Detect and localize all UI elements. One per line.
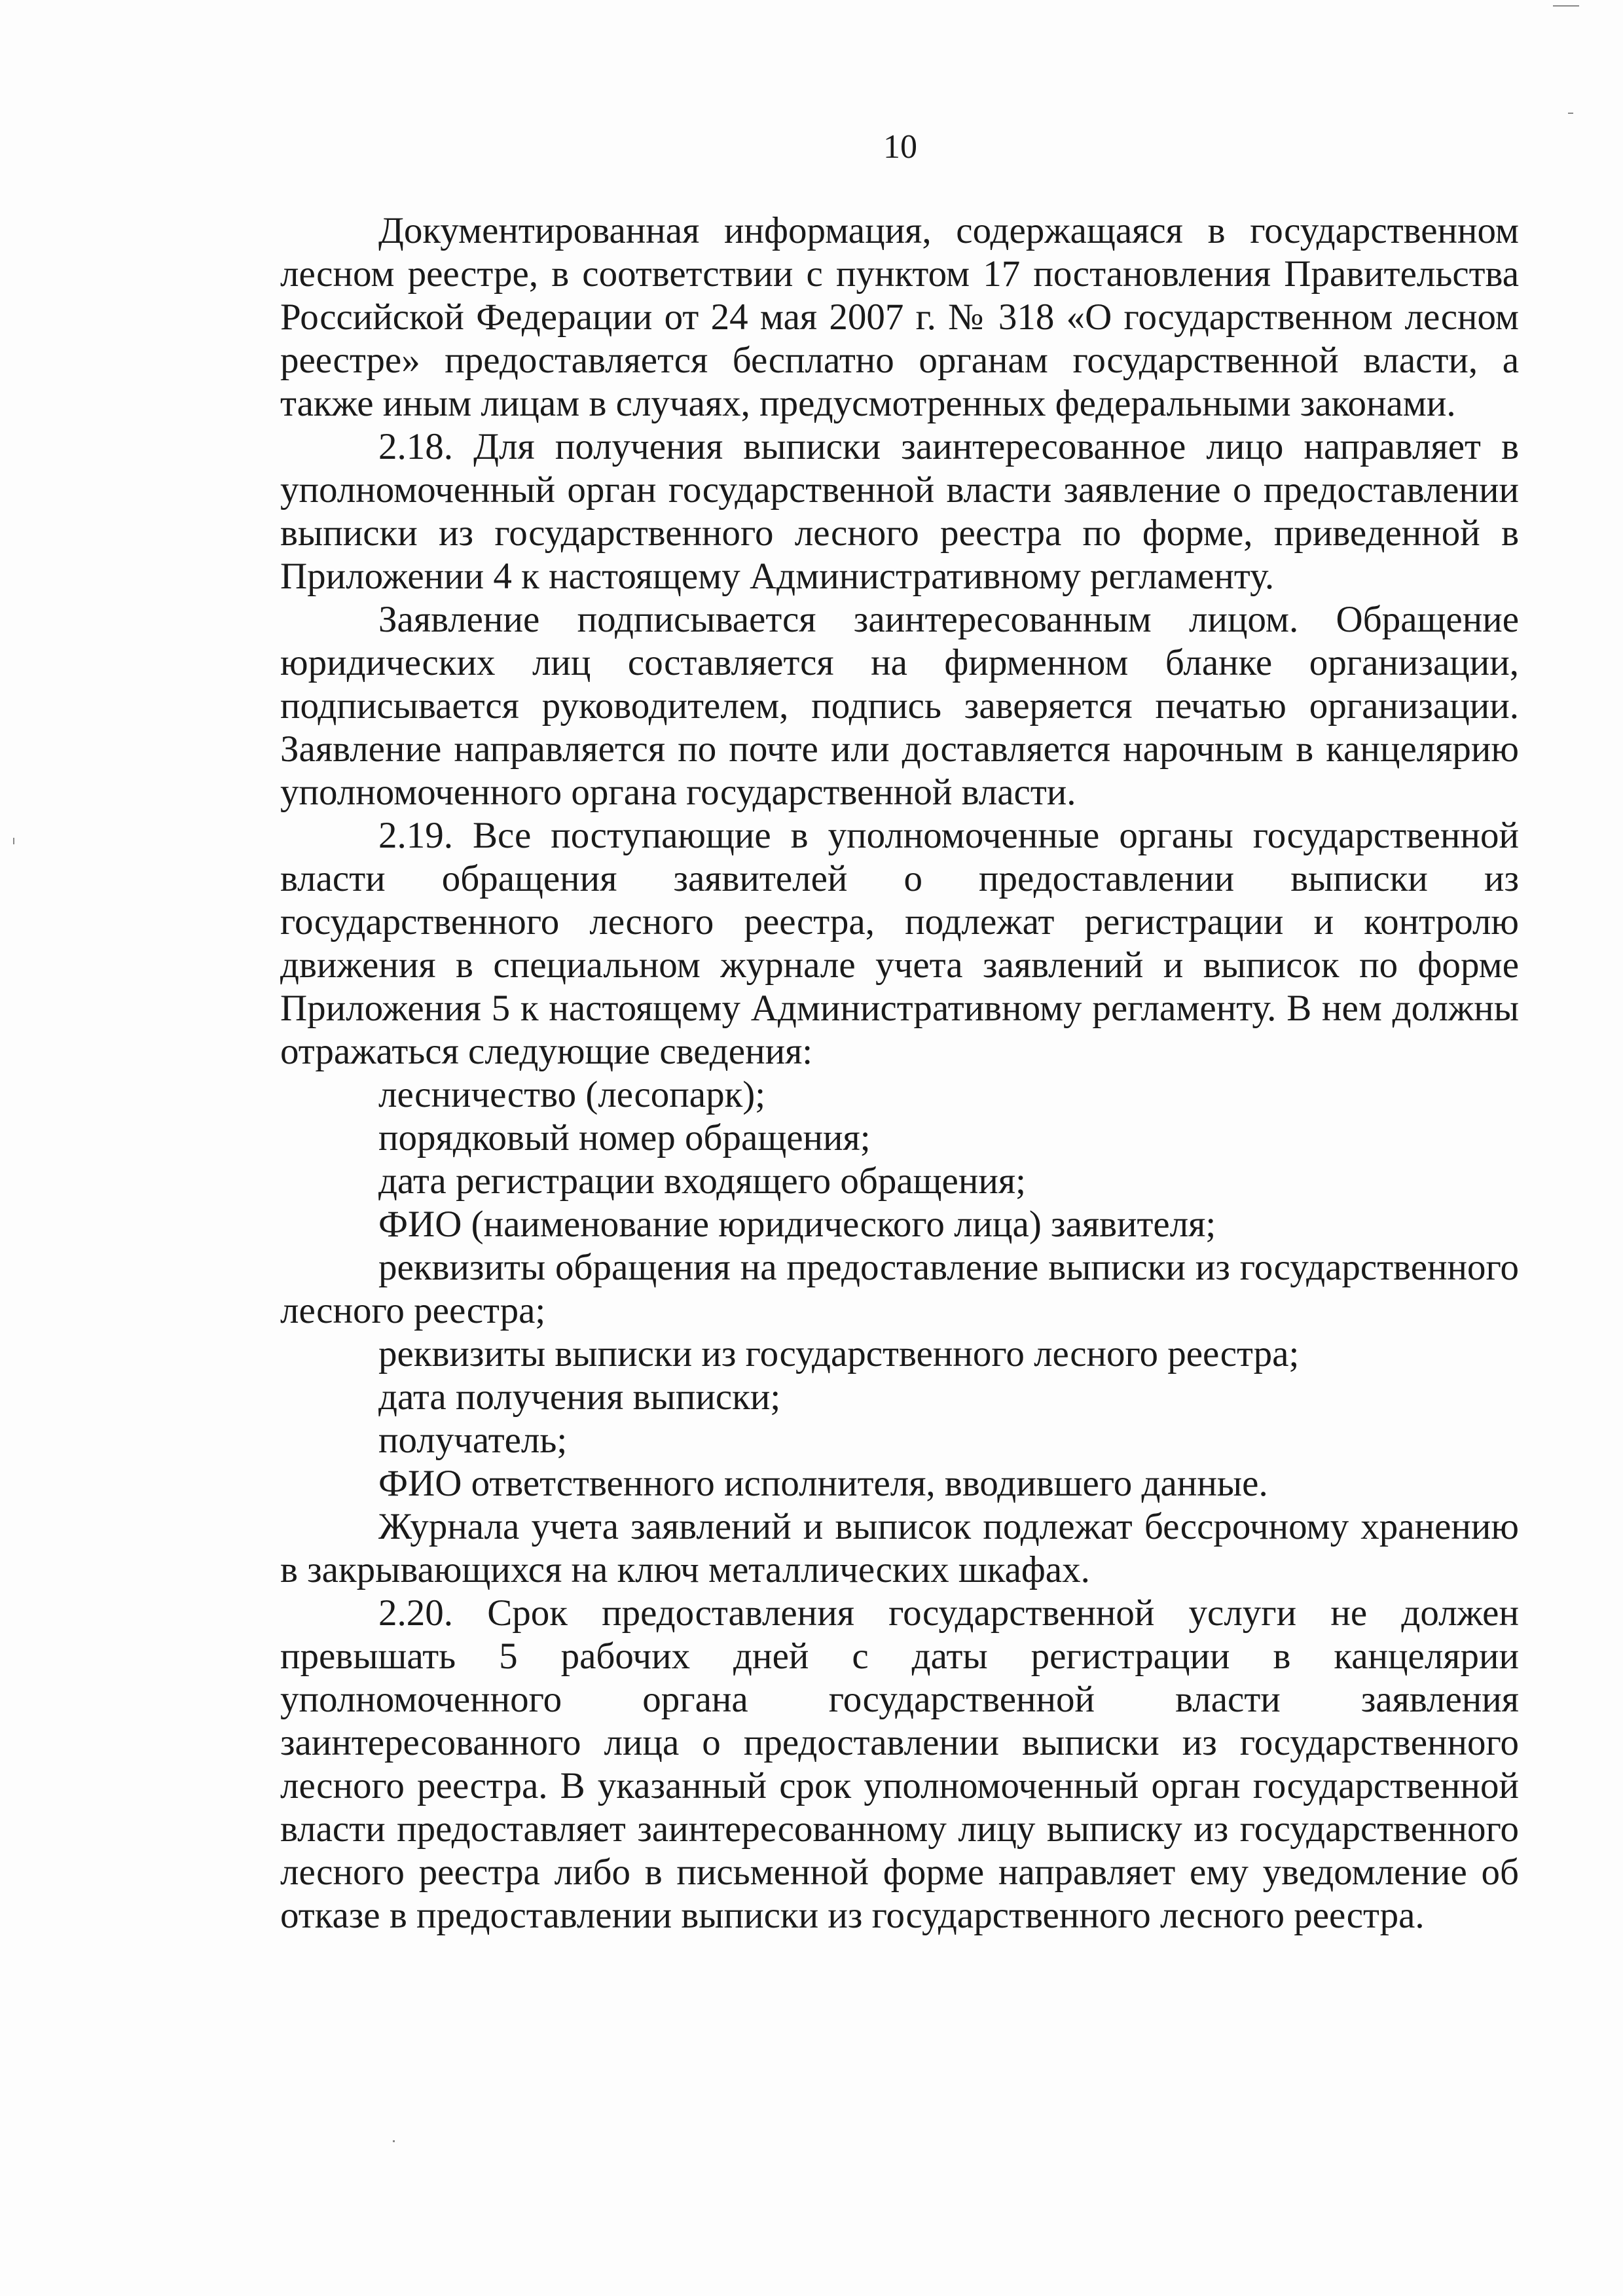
- scan-speck: [1568, 113, 1573, 114]
- list-item: реквизиты обращения на предоставление выписки из государственного лесного реестра;: [280, 1247, 1519, 1331]
- list-item: получатель;: [378, 1420, 568, 1461]
- document-body: [280, 209, 1519, 1937]
- list-item: дата регистрации входящего обращения;: [378, 1160, 1026, 1202]
- scan-speck: [1553, 5, 1579, 7]
- list-item: дата получения выписки;: [378, 1376, 781, 1418]
- scan-speck: [393, 2140, 395, 2142]
- paragraph-forest-registry-info: Документированная информация, содержащаяся в государственном лесном реестре, в соответствии с пунктом 17 постановления Правительства Российской Федерации от 24 мая 2007 г. № 318 «О государственном лесном реестре» предоставляется бесплатно органам государственной власти, а также иным лицам в случаях, предусмотренных федеральными законами.: [280, 210, 1519, 424]
- scan-speck: [13, 838, 14, 844]
- page-number: 10: [883, 128, 917, 166]
- list-item: реквизиты выписки из государственного лесного реестра;: [378, 1333, 1300, 1374]
- paragraph-application-signing: Заявление подписывается заинтересованным лицом. Обращение юридических лиц составляется на фирменном бланке организации, подписывается руководителем, подпись заверяется печатью организации. Заявление направляется по почте или доставляется нарочным в канцелярию уполномоченного органа государственной власти.: [280, 599, 1519, 813]
- paragraph-2-18: 2.18. Для получения выписки заинтересованное лицо направляет в уполномоченный орган государственной власти заявление о предоставлении выписки из государственного лесного реестра по форме, приведенной в Приложении 4 к настоящему Административному регламенту.: [280, 426, 1519, 597]
- list-item: порядковый номер обращения;: [378, 1117, 871, 1158]
- paragraph-2-20: 2.20. Срок предоставления государственной услуги не должен превышать 5 рабочих дней с даты регистрации в канцелярии уполномоченного органа государственной власти заявления заинтересованного лица о предоставлении выписки из государственного лесного реестра. В указанный срок уполномоченный орган государственной власти предоставляет заинтересованному лицу выписку из государственного лесного реестра либо в письменной форме направляет ему уведомление об отказе в предоставлении выписки из государственного лесного реестра.: [280, 1592, 1519, 1936]
- list-item: ФИО ответственного исполнителя, вводившего данные.: [378, 1463, 1268, 1504]
- list-item: ФИО (наименование юридического лица) заявителя;: [378, 1204, 1216, 1245]
- paragraph-journal-storage: Журнала учета заявлений и выписок подлежат бессрочному хранению в закрывающихся на ключ металлических шкафах.: [280, 1506, 1519, 1590]
- list-item: лесничество (лесопарк);: [378, 1074, 766, 1115]
- paragraph-2-19: 2.19. Все поступающие в уполномоченные органы государственной власти обращения заявителей о предоставлении выписки из государственного лесного реестра, подлежат регистрации и контролю движения в специальном журнале учета заявлений и выписок по форме Приложения 5 к настоящему Административному регламенту. В нем должны отражаться следующие сведения:: [280, 815, 1519, 1072]
